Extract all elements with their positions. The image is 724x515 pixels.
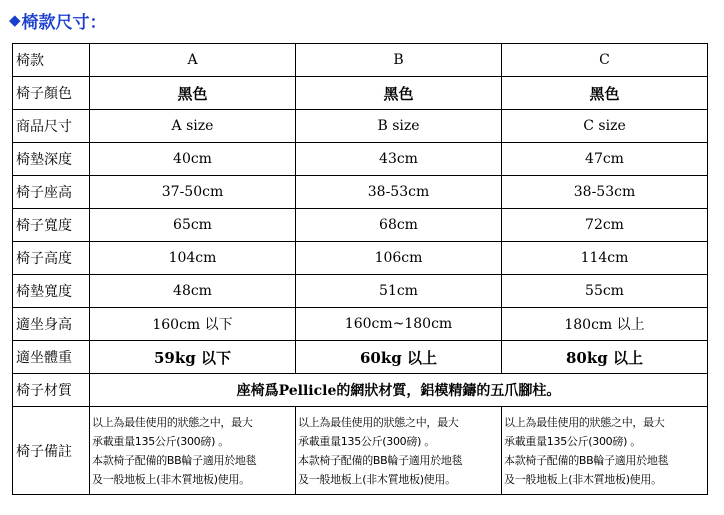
note-line: 承載重量135公斤(300磅) 。 — [298, 434, 435, 448]
note-line: 以上為最佳使用的狀態之中，最大 — [504, 415, 665, 429]
table-row — [13, 77, 708, 110]
row-label: 椅墊深度 — [13, 143, 90, 176]
table-row — [13, 44, 708, 77]
chair-spec-table — [12, 43, 708, 495]
row-label: 椅款 — [13, 44, 90, 77]
table-cell: 38-53cm — [296, 176, 502, 209]
table-cell: A — [90, 44, 296, 77]
table-cell: 80kg 以上 — [502, 341, 708, 374]
table-cell: 60kg 以上 — [296, 341, 502, 374]
table-row — [13, 176, 708, 209]
note-line: 及一般地板上(非木質地板)使用。 — [504, 472, 662, 486]
table-cell: 黑色 — [502, 77, 708, 110]
table-row — [13, 407, 708, 495]
table-cell: C — [502, 44, 708, 77]
row-label: 椅子顏色 — [13, 77, 90, 110]
row-label: 適坐體重 — [13, 341, 90, 374]
table-row — [13, 308, 708, 341]
note-line: 以上為最佳使用的狀態之中，最大 — [298, 415, 459, 429]
note-cell — [90, 407, 296, 495]
note-line: 本款椅子配備的BB輪子適用於地毯 — [298, 453, 463, 467]
table-cell: 59kg 以下 — [90, 341, 296, 374]
table-row — [13, 341, 708, 374]
row-label: 椅子座高 — [13, 176, 90, 209]
table-cell: 51cm — [296, 275, 502, 308]
note-line: 承載重量135公斤(300磅) 。 — [504, 434, 641, 448]
table-row — [13, 242, 708, 275]
table-cell: 38-53cm — [502, 176, 708, 209]
table-cell: 104cm — [90, 242, 296, 275]
diamond-icon: ◆ — [9, 11, 21, 29]
table-row — [13, 143, 708, 176]
table-cell: 65cm — [90, 209, 296, 242]
table-cell: 180cm 以上 — [502, 308, 708, 341]
note-cell — [502, 407, 708, 495]
table-cell: 160cm~180cm — [296, 308, 502, 341]
material-description: 座椅爲Pellicle的網狀材質，鋁模精鑄的五爪腳柱。 — [90, 374, 708, 407]
table-cell: 48cm — [90, 275, 296, 308]
table-cell: 黑色 — [296, 77, 502, 110]
table-cell: C size — [502, 110, 708, 143]
table-cell: 40cm — [90, 143, 296, 176]
table-cell: 106cm — [296, 242, 502, 275]
row-label: 商品尺寸 — [13, 110, 90, 143]
row-label: 椅墊寬度 — [13, 275, 90, 308]
table-row — [13, 374, 708, 407]
table-cell: 47cm — [502, 143, 708, 176]
note-line: 以上為最佳使用的狀態之中，最大 — [92, 415, 253, 429]
note-line: 及一般地板上(非木質地板)使用。 — [92, 472, 250, 486]
table-cell: 43cm — [296, 143, 502, 176]
note-line: 及一般地板上(非木質地板)使用。 — [298, 472, 456, 486]
table-row — [13, 275, 708, 308]
section-heading-text: 椅款尺寸： — [21, 12, 107, 33]
note-cell — [296, 407, 502, 495]
row-label: 適坐身高 — [13, 308, 90, 341]
row-label: 椅子材質 — [13, 374, 90, 407]
table-cell: B — [296, 44, 502, 77]
row-label: 椅子寬度 — [13, 209, 90, 242]
note-line: 本款椅子配備的BB輪子適用於地毯 — [92, 453, 257, 467]
table-cell: A size — [90, 110, 296, 143]
note-line: 承載重量135公斤(300磅) 。 — [92, 434, 229, 448]
note-line: 本款椅子配備的BB輪子適用於地毯 — [504, 453, 669, 467]
spec-table-body — [13, 44, 708, 495]
table-cell: B size — [296, 110, 502, 143]
table-cell: 72cm — [502, 209, 708, 242]
table-cell: 160cm 以下 — [90, 308, 296, 341]
table-row — [13, 209, 708, 242]
section-heading — [9, 8, 107, 32]
table-cell: 55cm — [502, 275, 708, 308]
table-cell: 黑色 — [90, 77, 296, 110]
table-row — [13, 110, 708, 143]
row-label: 椅子備註 — [13, 407, 90, 495]
table-cell: 114cm — [502, 242, 708, 275]
table-cell: 37-50cm — [90, 176, 296, 209]
table-cell: 68cm — [296, 209, 502, 242]
row-label: 椅子高度 — [13, 242, 90, 275]
